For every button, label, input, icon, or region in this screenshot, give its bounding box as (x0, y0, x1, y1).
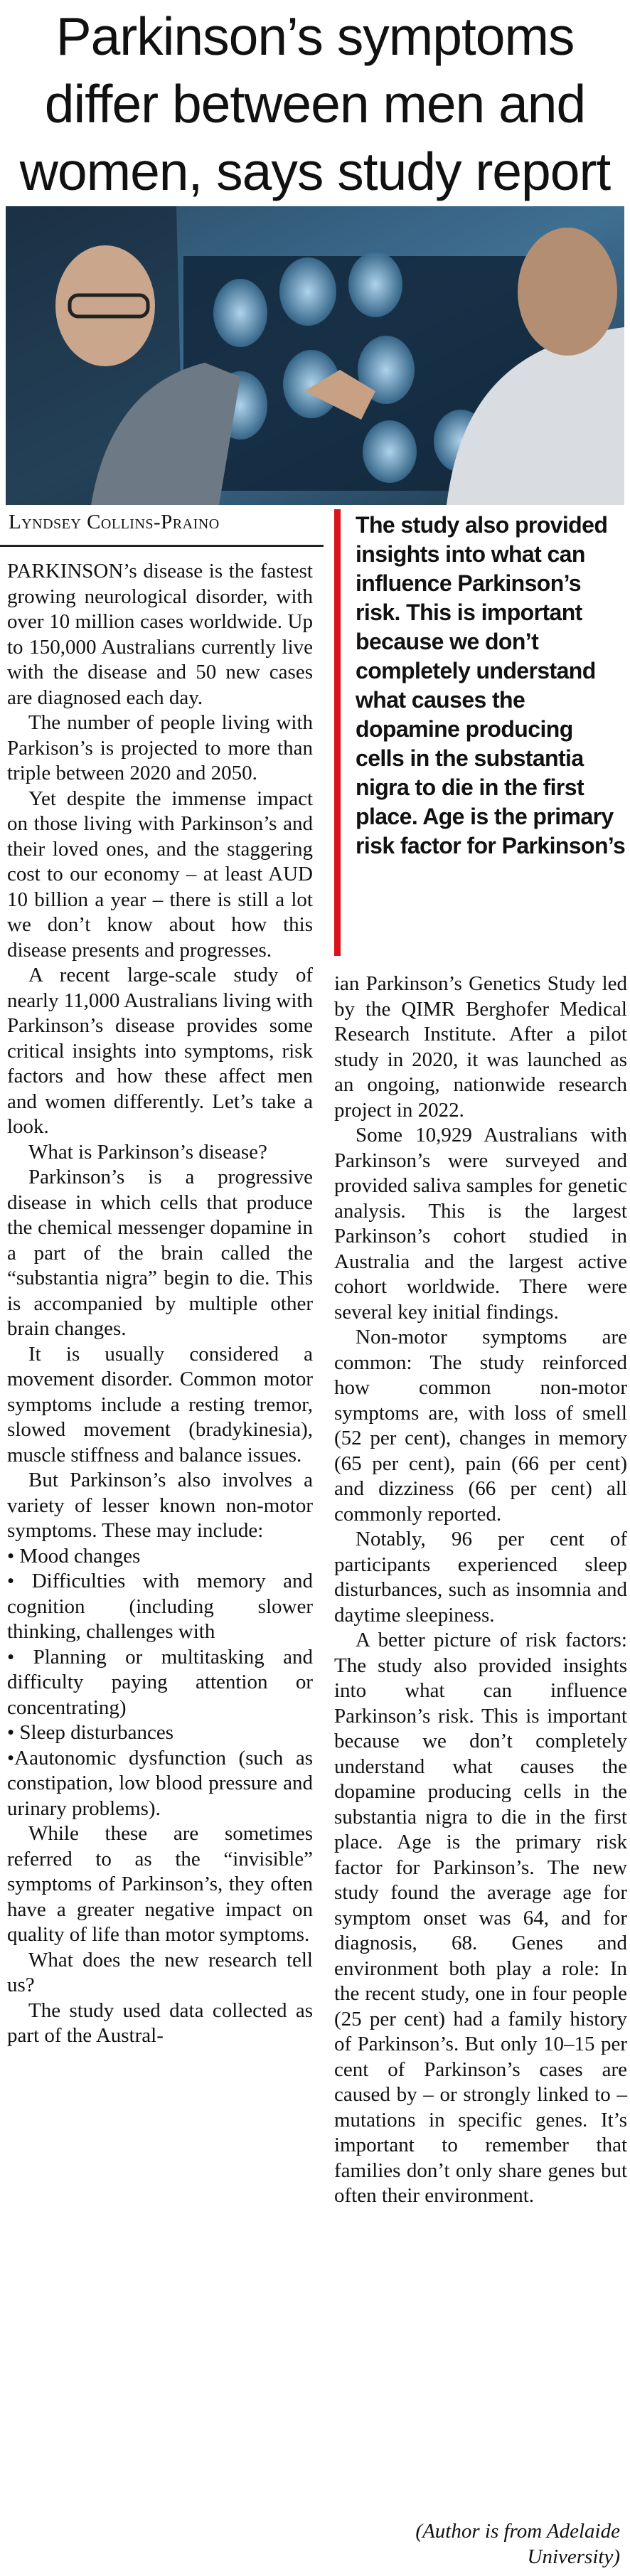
list-item: • Sleep disturbances (7, 1721, 174, 1744)
paragraph: Non-motor symptoms are common: The study reinforced how common non-motor symptoms are, with loss of smell (52 per cent), changes in memory (65 per cent), pain (66 per cent) and dizziness (66 per cent) all commonly reported. (334, 1326, 627, 1526)
byline-rule (0, 545, 324, 547)
pull-quote (334, 509, 627, 964)
paragraph: The number of people living with Parkison’s is projected to more than triple between 2020 and 2050. (7, 711, 313, 784)
author-byline: Lyndsey Collins-Praino (9, 511, 220, 533)
paragraph: The study used data collected as part of the Austral- (7, 1998, 313, 2047)
paragraph: It is usually considered a movement disorder. Common motor symptoms include a resting tremor, slowed movement (bradykinesia), muscle stiffness and balance issues. (7, 1342, 313, 1467)
column-2 (334, 972, 627, 2209)
paragraph: PARKINSON’s disease is the fastest growing neurological disorder, with over 10 million cases worldwide. Up to 150,000 Australians currently live with the disease and 50 new cases are diagnosed each day. (7, 560, 313, 709)
pull-quote-bar (334, 509, 341, 956)
subheading: What is Parkinson’s disease? (28, 1140, 267, 1164)
paragraph: A better picture of risk factors: The study also provided insights into what can influence Parkinson’s risk. This is important because we don’t completely understand what causes the dopamine producing cells in the substantia nigra to die in the first place. Age is the primary risk factor for Parkinson’s. The new study found the average age for symptom onset was 64, and for diagnosis, 68. Genes and environment both play a role: In the recent study, one in four people (25 per cent) had a family history of Parkinson’s. But only 10–15 per cent of Parkinson’s cases are caused by – or strongly linked to – mutations in specific genes. It’s important to remember that families don’t only share genes but often their environment. (334, 1629, 627, 2207)
article-photo (6, 206, 624, 505)
paragraph: Yet despite the immense impact on those living with Parkinson’s and their loved ones, and the staggering cost to our economy – at least AUD 10 billion a year – there is still a lot we don’t know about how this disease presents and progresses. (7, 787, 313, 962)
paragraph: Parkinson’s is a progressive disease in which cells that produce the chemical messenger dopamine in a part of the brain called the “substantia nigra” begin to die. This is accompanied by multiple other brain changes. (7, 1166, 313, 1340)
author-note (415, 2518, 620, 2570)
paragraph: Notably, 96 per cent of participants experienced sleep disturbances, such as insomnia and daytime sleepiness. (334, 1528, 627, 1627)
list-item: • Mood changes (7, 1544, 141, 1568)
headline-line-3: women, says study report (19, 142, 611, 201)
list-item: • Planning or multitasking and difficulty paying attention or concentrating) (7, 1645, 313, 1719)
paragraph: Some 10,929 Australians with Parkinson’s were surveyed and provided saliva samples for genetic analysis. This is the largest Parkinson’s cohort studied in Australia and the largest active cohort worldwide. There were several key initial findings. (334, 1124, 627, 1324)
paragraph: ian Parkinson’s Genetics Study led by the QIMR Berghofer Medical Research Institute. After a pilot study in 2020, it was launched as an ongoing, nationwide research project in 2022. (334, 972, 627, 1122)
list-item: • Difficulties with memory and cognition (including slower thinking, challenges with (7, 1570, 313, 1643)
pull-quote-text: The study also provided insights into what can influence Parkinson’s risk. This is important because we don’t completely understand what causes the dopamine producing cells in the substantia nigra to die in the first place. Age is the primary risk factor for Parkinson’s (356, 512, 626, 858)
list-item: •Aautonomic dysfunction (such as constipation, low blood pressure and urinary problems). (7, 1746, 313, 1820)
headline (0, 3, 630, 206)
subheading: What does the new research tell us? (7, 1948, 313, 1996)
paragraph: While these are sometimes referred to as the “invisible” symptoms of Parkinson’s, they often have a greater negative impact on quality of life than motor symptoms. (7, 1822, 313, 1946)
author-note-line-2: University) (527, 2545, 620, 2568)
headline-line-2: differ between men and (44, 74, 586, 134)
headline-line-1: Parkinson’s symptoms (55, 6, 575, 66)
paragraph: A recent large-scale study of nearly 11,000 Australians living with Parkinson’s disease provides some critical insights into symptoms, risk factors and how these affect men and women differently. Let’s take a look. (7, 964, 313, 1138)
author-note-line-1: (Author is from Adelaide (415, 2520, 620, 2543)
paragraph: But Parkinson’s also involves a variety of lesser known non-motor symptoms. These may include: (7, 1469, 313, 1542)
column-1 (7, 559, 313, 2049)
